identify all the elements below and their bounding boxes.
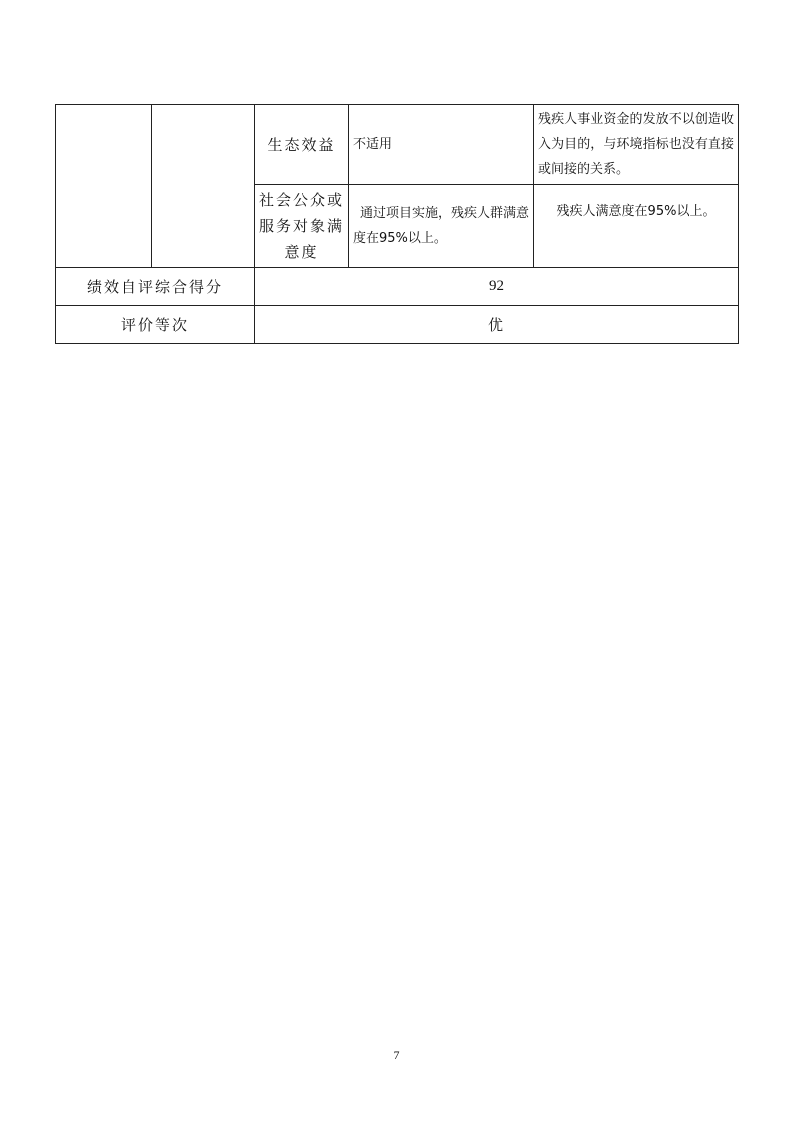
table-row	[56, 268, 739, 306]
actual-value-satisfaction: 通过项目实施，残疾人群满意度在95%以上。	[349, 185, 534, 268]
score-label: 绩效自评综合得分	[56, 268, 255, 306]
grade-label: 评价等次	[56, 306, 255, 344]
subcategory-cell-empty	[152, 105, 255, 268]
category-cell-empty	[56, 105, 152, 268]
indicator-ecological-benefit: 生态效益	[255, 105, 349, 185]
table-row	[56, 105, 739, 185]
table-row	[56, 306, 739, 344]
indicator-satisfaction: 社会公众或服务对象满意度	[255, 185, 349, 268]
page-number: 7	[393, 1048, 400, 1062]
score-value: 92	[255, 268, 739, 306]
remark-satisfaction: 残疾人满意度在95%以上。	[534, 185, 739, 268]
grade-value: 优	[255, 306, 739, 344]
remark-ecological: 残疾人事业资金的发放不以创造收入为目的，与环境指标也没有直接或间接的关系。	[534, 105, 739, 185]
performance-evaluation-table	[55, 104, 739, 344]
actual-value-ecological: 不适用	[349, 105, 534, 185]
